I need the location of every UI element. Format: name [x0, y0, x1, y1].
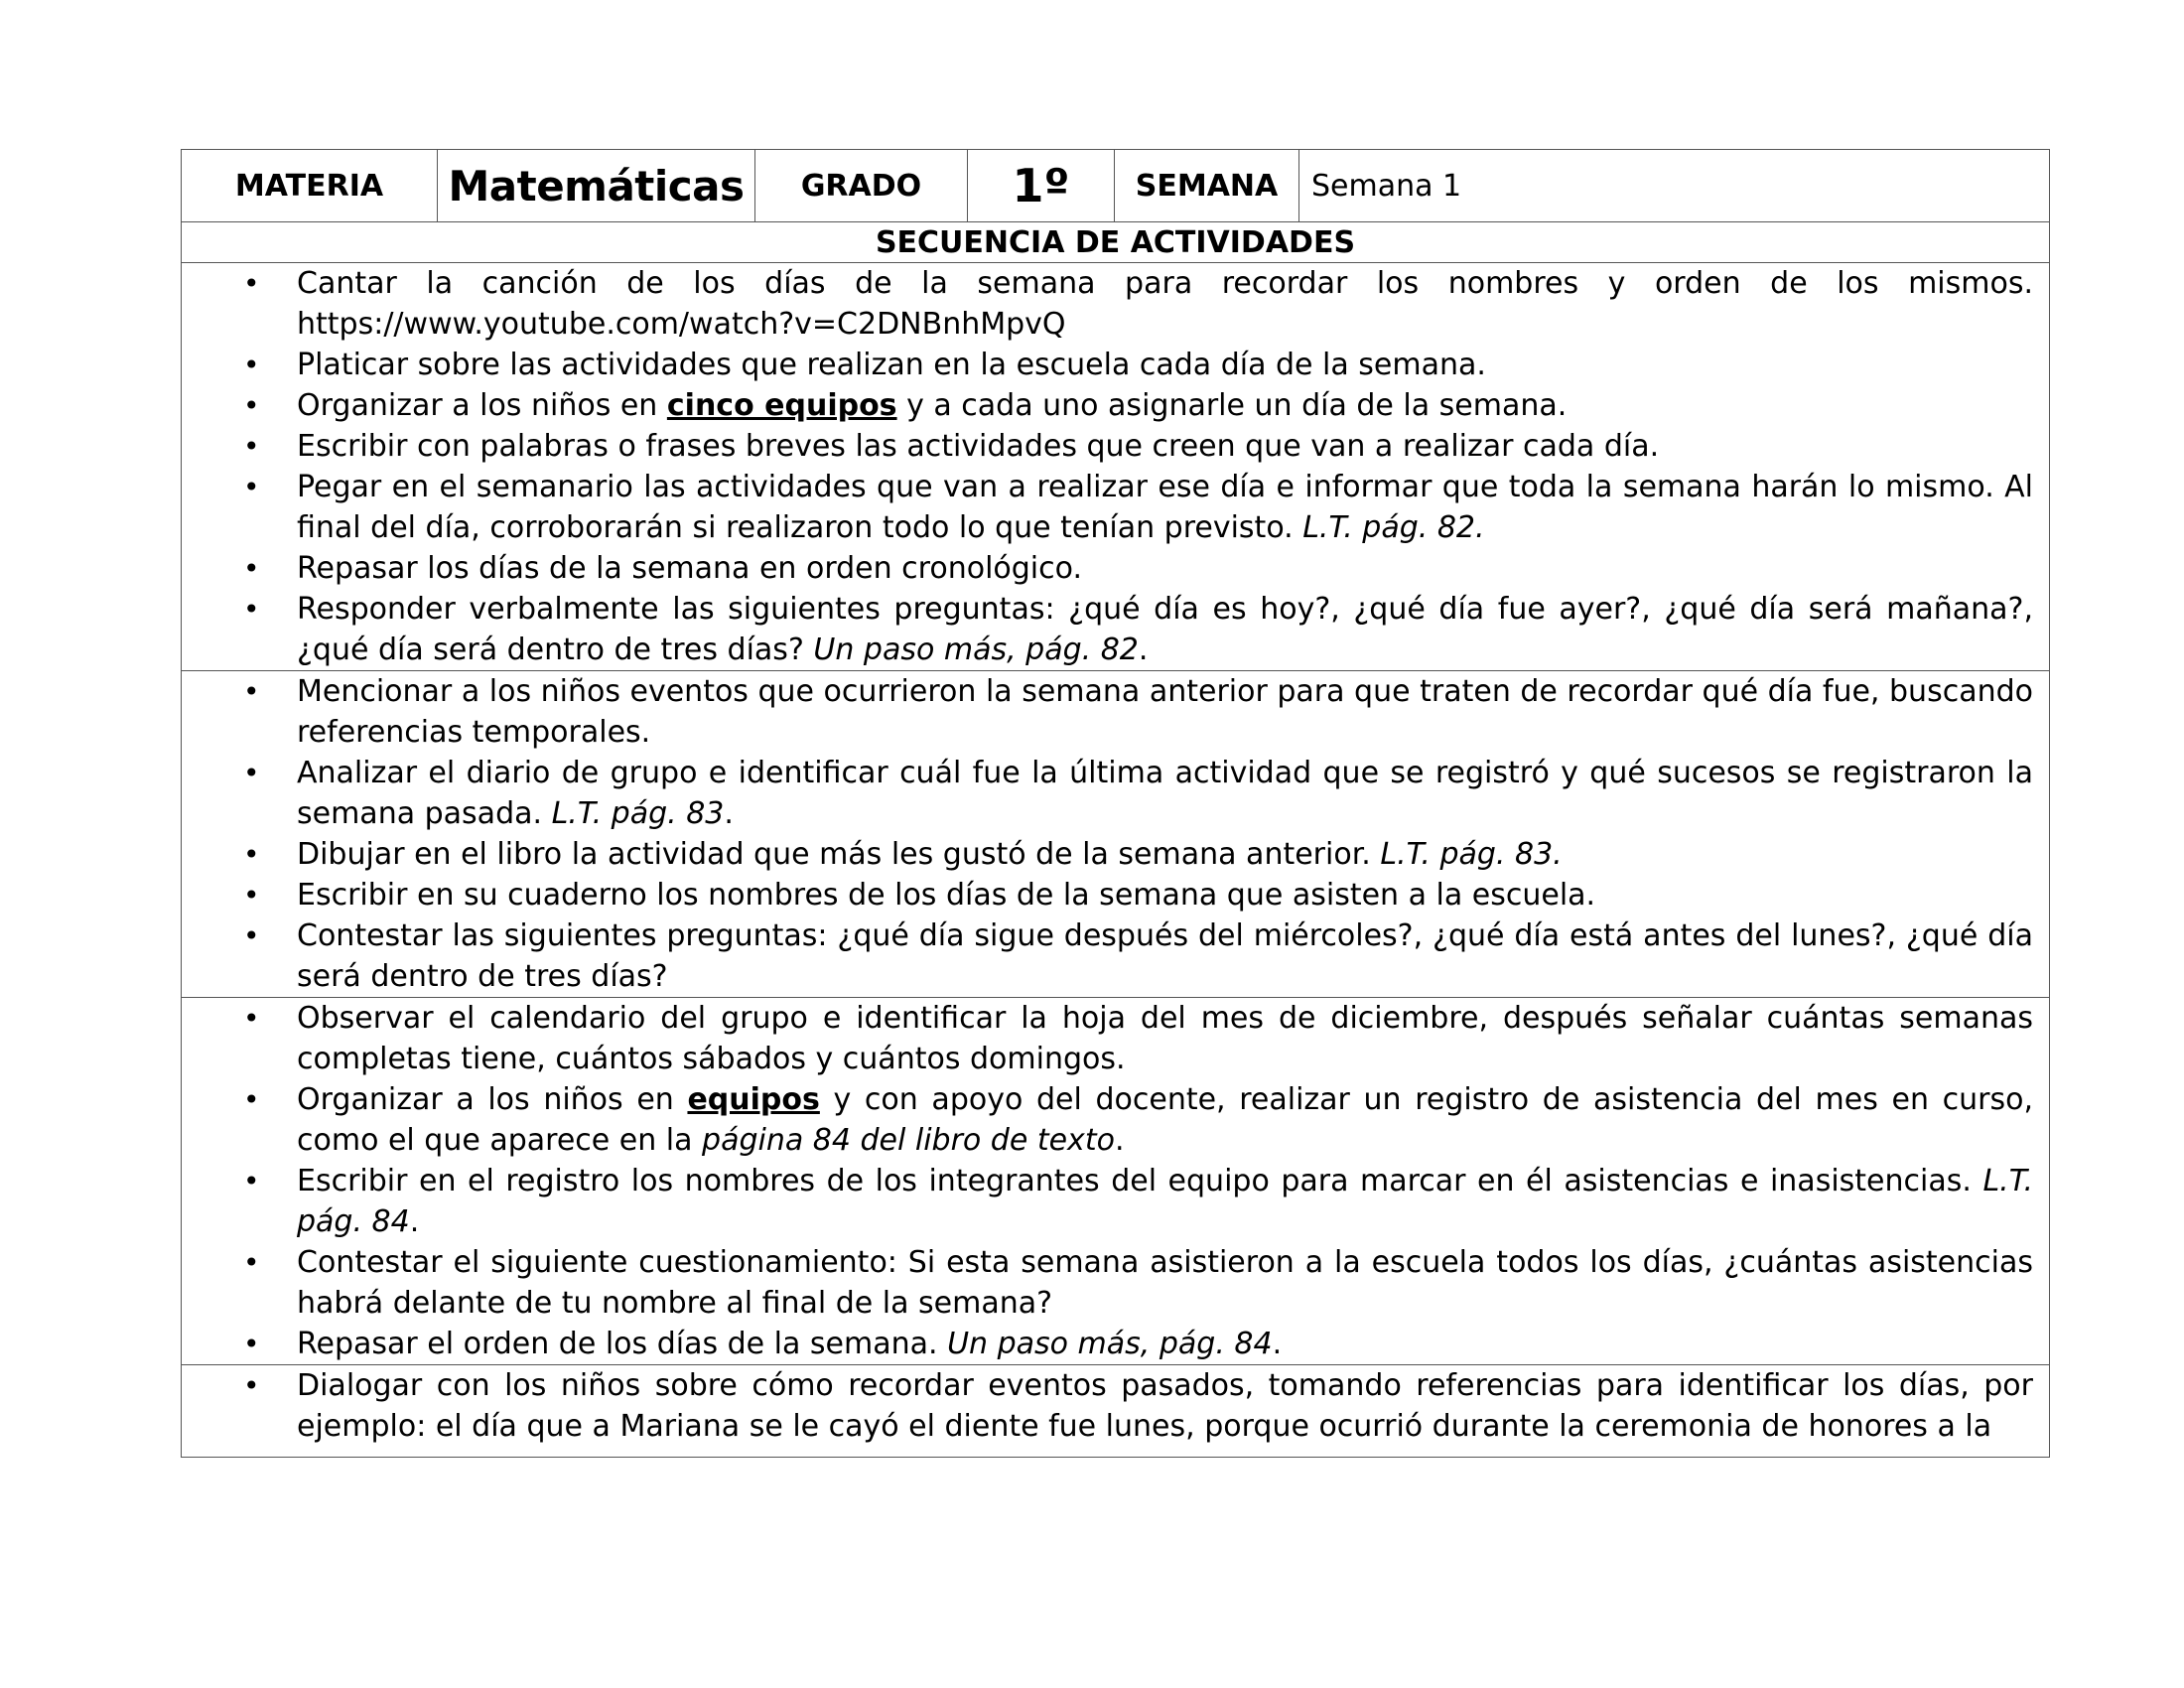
semana-label: SEMANA	[1115, 150, 1299, 222]
day-3-row	[182, 998, 2050, 1365]
list-item: • Repasar el orden de los días de la semana. Un paso más, pág. 84.	[182, 1324, 2033, 1364]
list-item: • Repasar los días de la semana en orden cronológico.	[182, 548, 2033, 589]
list-item: • Observar el calendario del grupo e identificar la hoja del mes de diciembre, después señalar cuántas semanas completas tiene, cuántos sábados y cuántos domingos.	[182, 998, 2033, 1079]
emphasis-text: cinco equipos	[666, 388, 897, 423]
section-title: SECUENCIA DE ACTIVIDADES	[182, 222, 2050, 263]
materia-label: MATERIA	[182, 150, 438, 222]
list-item: • Escribir en el registro los nombres de los integrantes del equipo para marcar en él asistencias e inasistencias. L.T. pág. 84.	[182, 1161, 2033, 1242]
list-item: • Organizar a los niños en cinco equipos y a cada uno asignarle un día de la semana.	[182, 385, 2033, 426]
day-3-activities	[182, 998, 2050, 1365]
list-item: • Platicar sobre las actividades que realizan en la escuela cada día de la semana.	[182, 345, 2033, 385]
list-item: • Responder verbalmente las siguientes preguntas: ¿qué día es hoy?, ¿qué día fue ayer?, ¿qué día será mañana?, ¿qué día será dentro de tres días? Un paso más, pág. 82.	[182, 589, 2033, 670]
materia-value: Matemáticas	[438, 150, 755, 222]
reference-text: L.T. pág. 83.	[1380, 837, 1563, 872]
list-item: • Dibujar en el libro la actividad que más les gustó de la semana anterior. L.T. pág. 83.	[182, 834, 2033, 875]
day-1-row	[182, 263, 2050, 671]
section-title-row	[182, 222, 2050, 263]
day-2-activities	[182, 671, 2050, 998]
list-item: • Cantar la canción de los días de la semana para recordar los nombres y orden de los mismos. https://www.youtube.com/watch?v=C2DNBnhMpvQ	[182, 263, 2033, 345]
emphasis-text: equipos	[687, 1082, 820, 1117]
list-item: • Escribir con palabras o frases breves las actividades que creen que van a realizar cada día.	[182, 426, 2033, 467]
grado-label: GRADO	[755, 150, 968, 222]
header-row	[182, 150, 2050, 222]
reference-text: Un paso más, pág. 84	[947, 1327, 1273, 1361]
activity-sequence-table	[181, 149, 2050, 1458]
day-4-activities	[182, 1365, 2050, 1458]
reference-text: Un paso más, pág. 82	[813, 633, 1139, 667]
list-item: • Escribir en su cuaderno los nombres de los días de la semana que asisten a la escuela.	[182, 875, 2033, 915]
list-item: • Mencionar a los niños eventos que ocurrieron la semana anterior para que traten de recordar qué día fue, buscando referencias temporales.	[182, 671, 2033, 753]
list-item: • Pegar en el semanario las actividades que van a realizar ese día e informar que toda la semana harán lo mismo. Al final del día, corroborarán si realizaron todo lo que tenían previsto. L.T. pág. 82.	[182, 467, 2033, 548]
list-item: • Dialogar con los niños sobre cómo recordar eventos pasados, tomando referencias para identificar los días, por ejemplo: el día que a Mariana se le cayó el diente fue lunes, porque ocurrió durante la ceremonia de honores a la	[182, 1365, 2033, 1447]
list-item: • Analizar el diario de grupo e identificar cuál fue la última actividad que se registró y qué sucesos se registraron la semana pasada. L.T. pág. 83.	[182, 753, 2033, 834]
reference-text: página 84 del libro de texto	[702, 1123, 1115, 1158]
reference-text: L.T. pág. 83	[551, 796, 725, 831]
day-1-activities	[182, 263, 2050, 671]
list-item: • Contestar las siguientes preguntas: ¿qué día sigue después del miércoles?, ¿qué día está antes del lunes?, ¿qué día será dentro de tres días?	[182, 915, 2033, 997]
grado-value: 1º	[968, 150, 1115, 222]
reference-text: L.T. pág. 84	[297, 1164, 2033, 1239]
day-2-row	[182, 671, 2050, 998]
semana-value: Semana 1	[1299, 150, 2050, 222]
list-item: • Organizar a los niños en equipos y con apoyo del docente, realizar un registro de asistencia del mes en curso, como el que aparece en la página 84 del libro de texto.	[182, 1079, 2033, 1161]
list-item: • Contestar el siguiente cuestionamiento: Si esta semana asistieron a la escuela todos los días, ¿cuántas asistencias habrá delante de tu nombre al final de la semana?	[182, 1242, 2033, 1324]
day-4-row	[182, 1365, 2050, 1458]
reference-text: L.T. pág. 82.	[1302, 510, 1485, 545]
